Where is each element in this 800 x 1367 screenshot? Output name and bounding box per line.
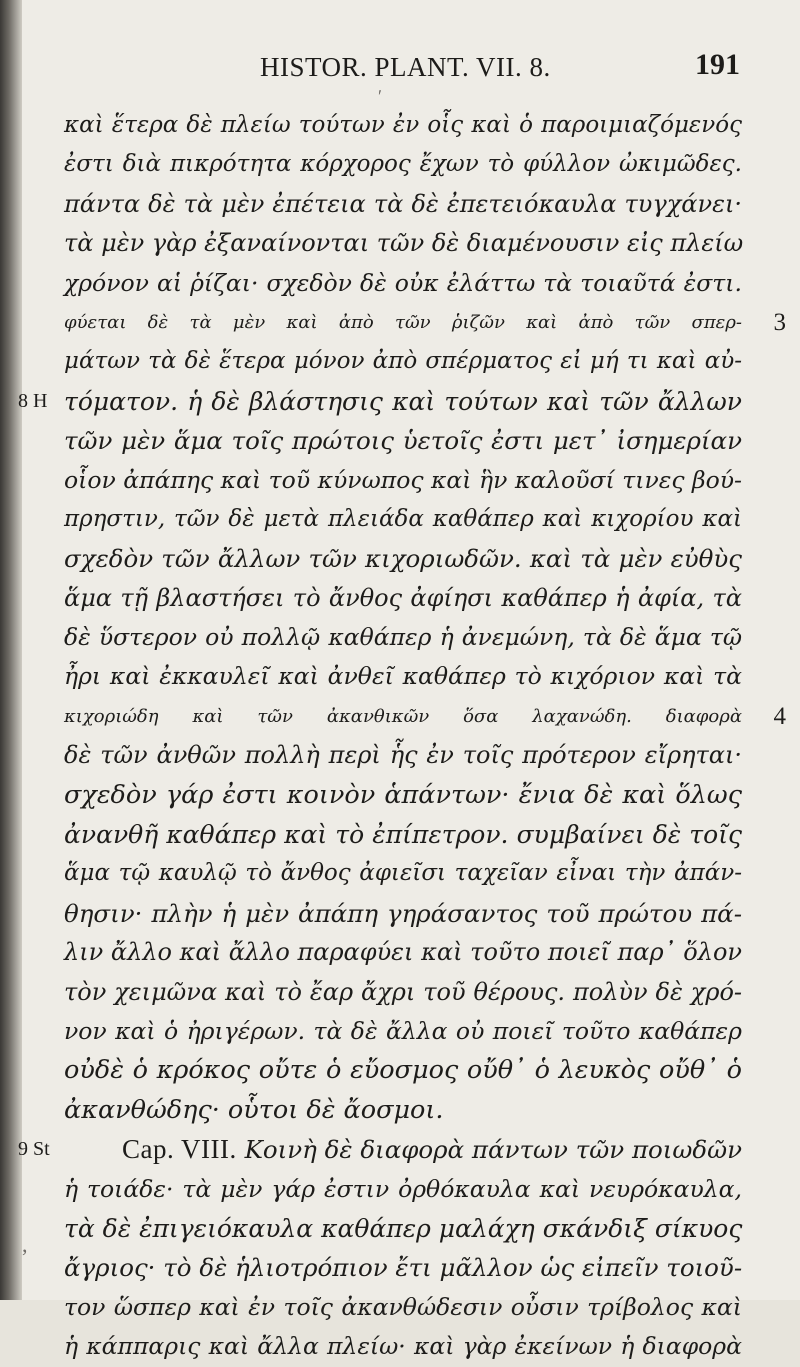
- text-line: [64, 145, 742, 184]
- text-line: [64, 1012, 742, 1051]
- running-head: HISTOR. PLANT. VII. 8.: [260, 52, 551, 82]
- text-line: [64, 815, 742, 854]
- line-text: ἅμα τῇ βλαστήσει τὸ ἄνθος ἀφίησι καθάπερ ἡ ἀφία, τὰ: [64, 583, 742, 612]
- line-text: κιχοριώδη καὶ τῶν ἀκανθικῶν ὅσα λαχανώδη. διαφορὰ: [64, 705, 742, 727]
- section-number: 3: [773, 308, 786, 336]
- text-line: [18, 1130, 743, 1169]
- text-line: [64, 736, 742, 775]
- line-text: τόματον. ἡ δὲ βλάστησις καὶ τούτων καὶ τῶν ἄλλων: [64, 386, 742, 416]
- line-text: χρόνον αἱ ῥίζαι· σχεδὸν δὲ οὐκ ἐλάττω τὰ τοιαῦτά ἐστι.: [64, 268, 742, 297]
- line-text: φύεται δὲ τὰ μὲν καὶ ἀπὸ τῶν ῥιζῶν καὶ ἀπὸ τῶν σπερ-: [64, 311, 742, 333]
- line-text: τὰ δὲ ἐπιγειόκαυλα καθάπερ μαλάχη σκάνδιξ σίκυος: [64, 1213, 743, 1243]
- text-line: [64, 618, 742, 657]
- text-line: [64, 1051, 742, 1090]
- text-line: [64, 894, 742, 933]
- chapter-heading: Cap. VIII.: [122, 1134, 237, 1165]
- text-line: [64, 579, 742, 618]
- text-line: [64, 106, 742, 145]
- line-text: ἅμα τῷ καυλῷ τὸ ἄνθος ἀφιεῖσι ταχεῖαν εἶναι τὴν ἀπάν-: [64, 860, 742, 887]
- line-text: Κοινὴ δὲ διαφορὰ πάντων τῶν ποιωδῶν: [244, 1135, 743, 1165]
- line-text: οἷον ἀπάπης καὶ τοῦ κύνωπος καὶ ἣν καλοῦσί τινες βού-: [64, 465, 742, 494]
- text-line: [64, 1288, 742, 1327]
- margin-reference: 9 St: [18, 1138, 50, 1161]
- book-spine-shadow: [0, 0, 22, 1300]
- line-text: θησιν· πλὴν ἡ μὲν ἀπάπη γηράσαντος τοῦ πρώτου πά-: [64, 898, 742, 928]
- line-text: σχεδὸν τῶν ἄλλων τῶν κιχοριωδῶν. καὶ τὰ μὲν εὐθὺς: [64, 544, 742, 574]
- line-text: ἄγριος· τὸ δὲ ἡλιοτρόπιον ἔτι μᾶλλον ὡς εἰπεῖν τοιοῦ-: [64, 1253, 743, 1283]
- print-speck: ʹ: [378, 86, 382, 106]
- text-line: [64, 933, 742, 972]
- line-text: δὲ τῶν ἀνθῶν πολλὴ περὶ ἧς ἐν τοῖς πρότερον εἴρηται·: [64, 741, 742, 770]
- text-line: [64, 264, 742, 303]
- line-text: ἦρι καὶ ἐκκαυλεῖ καὶ ἀνθεῖ καθάπερ τὸ κιχόριον καὶ τὰ: [64, 662, 742, 691]
- line-text: λιν ἄλλο καὶ ἄλλο παραφύει καὶ τοῦτο ποιεῖ παρ᾽ ὅλον: [64, 938, 742, 967]
- text-line: [64, 224, 742, 263]
- line-text: ἡ τοιάδε· τὰ μὲν γάρ ἐστιν ὀρθόκαυλα καὶ νευρόκαυλα,: [64, 1174, 742, 1203]
- line-text: τὰ μὲν γὰρ ἐξαναίνονται τῶν δὲ διαμένουσιν εἰς πλείω: [64, 229, 744, 258]
- text-line: [64, 854, 742, 893]
- line-text: τῶν μὲν ἅμα τοῖς πρώτοις ὑετοῖς ἐστι μετ᾽ ἰσημερίαν: [64, 426, 742, 456]
- greek-text-body: [18, 106, 786, 1367]
- text-line: [64, 539, 742, 578]
- text-line: [64, 461, 742, 500]
- text-line: [64, 421, 742, 460]
- text-line: [64, 1248, 742, 1287]
- page-number: 191: [695, 48, 740, 81]
- line-text: καὶ ἕτερα δὲ πλείω τούτων ἐν οἷς καὶ ὁ παροιμιαζόμενός: [64, 112, 742, 138]
- section-number: 4: [773, 702, 786, 730]
- line-text: ἀκανθώδης· οὗτοι δὲ ἄοσμοι.: [64, 1094, 444, 1125]
- text-line: [64, 1209, 742, 1248]
- text-line: [64, 342, 742, 381]
- line-text: σχεδὸν γάρ ἐστι κοινὸν ἁπάντων· ἔνια δὲ καὶ ὅλως: [64, 779, 742, 810]
- line-text: οὐδὲ ὁ κρόκος οὔτε ὁ εὔοσμος οὔθ᾽ ὁ λευκὸς οὔθ᾽ ὁ: [64, 1055, 742, 1086]
- text-line: [64, 1170, 742, 1209]
- text-line: [64, 657, 742, 696]
- line-text: πάντα δὲ τὰ μὲν ἐπέτεια τὰ δὲ ἐπετειόκαυλα τυγχάνει·: [64, 189, 742, 218]
- line-text: μάτων τὰ δὲ ἕτερα μόνον ἀπὸ σπέρματος εἰ μή τι καὶ αὐ-: [64, 348, 742, 375]
- text-line: [64, 1327, 742, 1366]
- text-line: [64, 776, 742, 815]
- line-text: δὲ ὕστερον οὐ πολλῷ καθάπερ ἡ ἀνεμώνη, τὰ δὲ ἅμα τῷ: [64, 623, 742, 652]
- text-line: [64, 1091, 742, 1130]
- line-text: τον ὥσπερ καὶ ἐν τοῖς ἀκανθώδεσιν οὖσιν τρίβολος καὶ: [64, 1292, 742, 1321]
- text-line: [64, 973, 742, 1012]
- margin-mark: ,: [22, 1232, 28, 1257]
- line-text: τὸν χειμῶνα καὶ τὸ ἔαρ ἄχρι τοῦ θέρους. πολὺν δὲ χρό-: [64, 977, 742, 1006]
- text-line: [64, 185, 742, 224]
- text-line: [18, 382, 742, 421]
- line-text: νον καὶ ὁ ἠριγέρων. τὰ δὲ ἄλλα οὐ ποιεῖ τοῦτο καθάπερ: [64, 1016, 742, 1045]
- text-line: [64, 500, 742, 539]
- line-text: ἡ κάππαρις καὶ ἄλλα πλείω· καὶ γὰρ ἐκείνων ἡ διαφορὰ: [64, 1332, 742, 1361]
- margin-reference: 8 H: [18, 389, 48, 412]
- line-text: ἐστι διὰ πικρότητα κόρχορος ἔχων τὸ φύλλον ὠκιμῶδες.: [64, 151, 742, 178]
- line-text: πρηστιν, τῶν δὲ μετὰ πλειάδα καθάπερ καὶ κιχορίου καὶ: [64, 505, 742, 532]
- text-line: [64, 697, 786, 736]
- text-line: [64, 303, 786, 342]
- page-header: [150, 48, 740, 88]
- line-text: ἀνανθῆ καθάπερ καὶ τὸ ἐπίπετρον. συμβαίνει δὲ τοῖς: [64, 820, 742, 850]
